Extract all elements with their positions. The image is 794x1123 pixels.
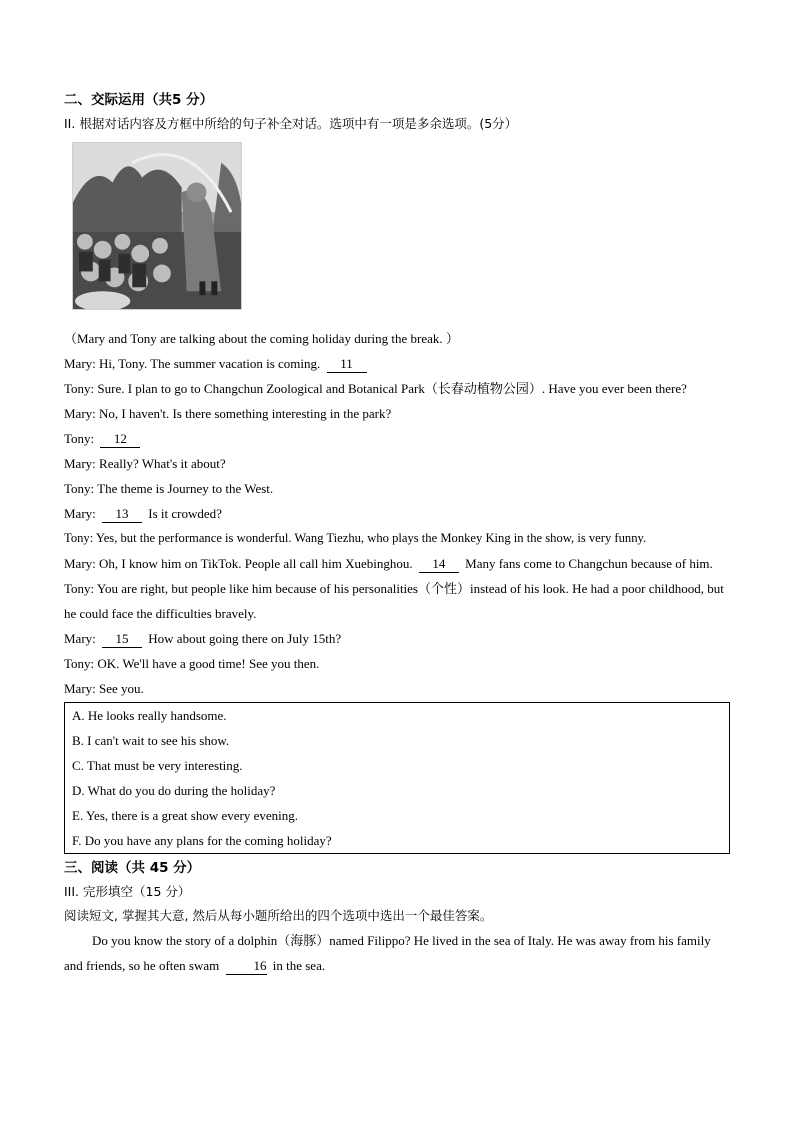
section-3-title: 三、阅读（共 45 分） <box>64 860 201 876</box>
option-c: C. That must be very interesting. <box>72 758 243 773</box>
dialogue-line-13: Mary: See you. <box>64 681 144 696</box>
blank-11[interactable]: 11 <box>327 356 367 373</box>
section-3-subtitle: III. 完形填空（15 分） <box>64 884 191 899</box>
blank-13[interactable]: 13 <box>102 506 142 523</box>
exam-page <box>64 88 730 978</box>
blank-16[interactable]: 16 <box>226 958 267 975</box>
option-d: D. What do you do during the holiday? <box>72 783 276 798</box>
dialogue-line-2: Tony: Sure. I plan to go to Changchun Zoological and Botanical Park（长春动植物公园）. Have you ever been there? <box>64 381 687 396</box>
section-2-instruction: II. 根据对话内容及方框中所给的句子补全对话。选项中有一项是多余选项。(5分） <box>64 116 518 131</box>
dialogue-line-6: Tony: The theme is Journey to the West. <box>64 481 274 496</box>
option-b: B. I can't wait to see his show. <box>72 733 230 748</box>
dialogue-line-4: Tony: 12 <box>64 426 730 451</box>
dialogue-line-9: Mary: Oh, I know him on TikTok. People all call him Xuebinghou. 14 Many fans come to Changchun because of him. <box>64 556 713 571</box>
dialogue-context: （Mary and Tony are talking about the coming holiday during the break. ） <box>64 331 459 346</box>
option-a: A. He looks really handsome. <box>72 708 227 723</box>
option-e: E. Yes, there is a great show every evening. <box>72 808 298 823</box>
dialogue-line-10: Tony: You are right, but people like him because of his personalities（个性）instead of his look. He had a poor childhood, but he could face the difficulties bravely. <box>64 581 724 621</box>
section-3-instruction: 阅读短文, 掌握其大意, 然后从每小题所给出的四个选项中选出一个最佳答案。 <box>64 908 493 923</box>
blank-14[interactable]: 14 <box>419 556 459 573</box>
dialogue-line-5: Mary: Really? What's it about? <box>64 456 226 471</box>
options-box <box>64 702 730 854</box>
option-f: F. Do you have any plans for the coming holiday? <box>72 833 332 848</box>
dialogue-line-7: Mary: 13 Is it crowded? <box>64 506 222 521</box>
photo-monkey-king-performance-icon <box>72 142 242 310</box>
blank-15[interactable]: 15 <box>102 631 142 648</box>
section-2-title: 二、交际运用（共5 分） <box>64 92 214 108</box>
dialogue-line-1: Mary: Hi, Tony. The summer vacation is coming. 11 <box>64 351 730 376</box>
dialogue-line-8: Tony: Yes, but the performance is wonderful. Wang Tiezhu, who plays the Monkey King in the show, is very funny. <box>64 531 647 545</box>
blank-12[interactable]: 12 <box>100 431 140 448</box>
dialogue-line-3: Mary: No, I haven't. Is there something interesting in the park? <box>64 406 392 421</box>
cloze-paragraph: Do you know the story of a dolphin（海豚）named Filippo? He lived in the sea of Italy. He was away from his family and friends, so he often swam 16 in the sea. <box>64 933 711 973</box>
dialogue-line-11: Mary: 15 How about going there on July 15th? <box>64 631 342 646</box>
dialogue-line-12: Tony: OK. We'll have a good time! See you then. <box>64 656 320 671</box>
